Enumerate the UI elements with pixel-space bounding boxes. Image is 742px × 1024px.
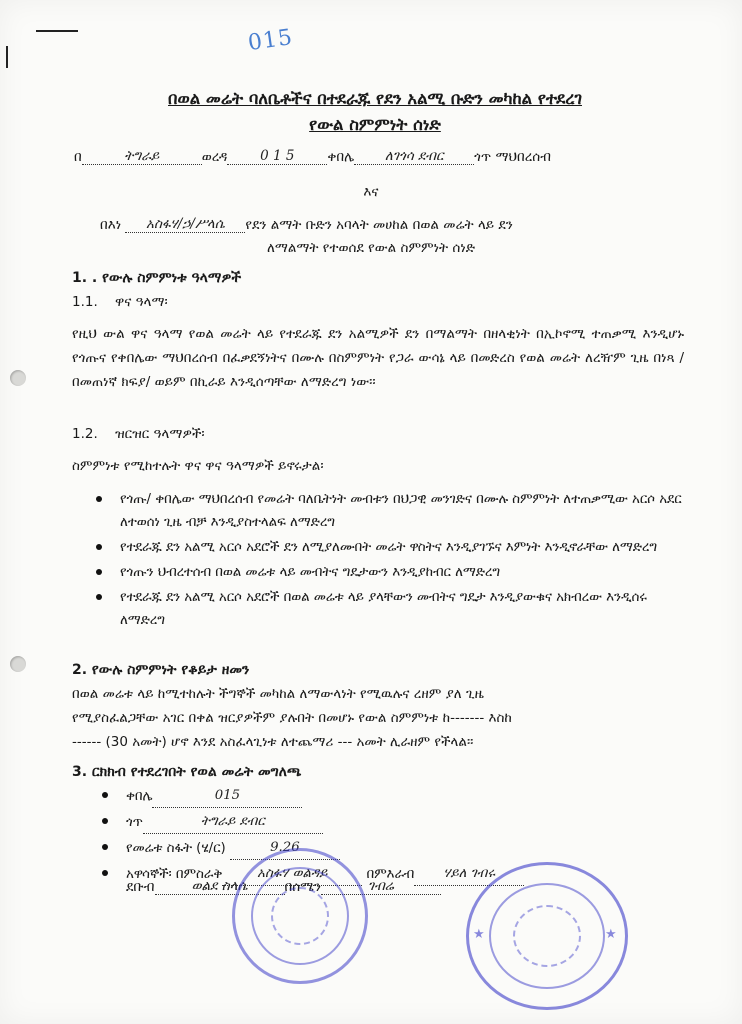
list-item: የተደራጁ ደን አልሚ አርሶ አደሮች ደን ለሚያለሙበት መሬት ዋስትና እንዲያገኙና እምነት እንዲኖራቸው ለማድረግ — [92, 536, 682, 559]
handwritten-number: 015 — [246, 24, 295, 57]
border-row: አዋሳኞች፡ በምስራቅ አስፋሃ ወልዳይ በምእራብ ሃይለ ገብሩ — [98, 862, 658, 886]
section-1-2-intro: ስምምነቱ የሚከተሉት ዋና ዋና ዓላማዎች ይኖሩታል፡ — [72, 458, 324, 474]
margin-line — [36, 30, 78, 32]
and-word: እና — [363, 184, 379, 200]
official-stamp-left — [232, 848, 368, 984]
area-row: የመሬቱ ስፋት (ሄ/ር) 9.26 — [98, 836, 658, 860]
got-row: ጎጥ ትግራይ ደብር — [98, 810, 658, 834]
parties-line: በ ትግራይ ወረዳ 0 1 5 ቀበሌ ለገጎሳ ደብር ጎጥ ማህበረሰብ — [74, 148, 551, 165]
section-1-heading: 1. . የውሉ ስምምነቱ ዓላማዎች — [72, 270, 242, 286]
title-line-1: በወል መሬት ባለቤቶችና በተደራጁ የደን አልሚ ቡድን መካከል የተደረገ — [168, 89, 582, 108]
list-item: የተደራጁ ደን አልሚ አርሶ አደሮች በወል መሬቱ ላይ ያላቸውን መብትና ግዴታ እንዲያውቁና አክብረው እንዲሰሩ ለማድረግ — [92, 586, 682, 632]
zone-field: ትግራይ — [82, 148, 202, 165]
section-1-2-heading: 1.2. ዝርዝር ዓላማዎች፡ — [72, 426, 205, 442]
section-3-heading: 3. ርክክብ የተደረገበት የወል መሬት መግለጫ — [72, 764, 302, 780]
section-2-text-1: በወል መሬቱ ላይ ከሚተከሉት ችግኞች መካከል ለማውላነት የሚዉሉና ረዘም ያለ ጊዜ — [72, 686, 484, 702]
document-title — [90, 86, 660, 138]
objectives-list — [92, 488, 682, 634]
section-2-text-2: የሚያስፈልጋቸው አገር በቀል ዝርያዎችም ያሉበት በመሆኑ የውል ስምምነቱ ከ------- እስከ — [72, 710, 512, 726]
group-line-2: ለማልማት የተወሰደ የውል ስምምነት ሰነድ — [266, 240, 476, 256]
south-north-row: ደቡብ ወልደ ስላሴ በሰሜን ገብሬ — [126, 878, 441, 895]
woreda-field: 0 1 5 — [227, 148, 327, 165]
star-icon: ★ — [605, 927, 617, 942]
official-stamp-right — [466, 862, 628, 1010]
punch-hole — [10, 656, 26, 672]
kebele-field: ለገጎሳ ደብር — [354, 148, 474, 165]
margin-mark — [6, 46, 8, 68]
list-item: የጎጡን ህብረተሰብ በወል መሬቱ ላይ መብትና ግዴታውን እንዲያከብር ለማድረግ — [92, 561, 682, 584]
list-item: የጎጡ/ ቀበሌው ማህበረሰብ የመሬት ባለቤትነት መብቱን በህጋዊ መንገድና በሙሉ ስምምነት ለተጠቃሚው አርሶ አደር ለተወሰነ ጊዜ ብቻ እንዲያስተላልፍ ለማድረግ — [92, 488, 682, 534]
group-line-1: በእነ አስፋሃ/ኃ/ሥላሴ የደን ልማት ቡድን አባላት መሀከል በወል መሬት ላይ ደን — [100, 216, 513, 233]
section-1-1-heading: 1.1. ዋና ዓላማ፡ — [72, 294, 168, 310]
section-1-1-text: የዚህ ውል ዋና ዓላማ የወል መሬት ላይ የተደራጁ ደን አልሚዎች ደን በማልማት በዘላቂነት በኢኮኖሚ ተጠቃሚ እንዲሆኑ የጎጡና የቀበሌው ማህበረሰብ በፈቃደኝነትና በሙሉ በስምምነት የጋራ ውሳኔ ላይ በመድረስ የወል መሬት ለረዥም ጊዜ በነጻ /በመጠነኛ ክፍያ/ ወይም በኪራይ እንዲሰጣቸው ለማድረግ ነው፡፡ — [72, 326, 684, 390]
kebele-row: ቀበሌ 015 — [98, 784, 658, 808]
section-2-text-3: ------ (30 አመት) ሆኖ እንደ አስፈላጊነቱ ለተጨማሪ --- አመት ሊራዘም የችላል፡፡ — [72, 734, 474, 750]
star-icon: ★ — [473, 927, 485, 942]
punch-hole — [10, 370, 26, 386]
title-line-2: የውል ስምምነት ሰነድ — [309, 115, 441, 134]
group-leader-field: አስፋሃ/ኃ/ሥላሴ — [125, 216, 245, 233]
section-2-heading: 2. የውሉ ስምምነት የቆይታ ዘመን — [72, 662, 250, 678]
